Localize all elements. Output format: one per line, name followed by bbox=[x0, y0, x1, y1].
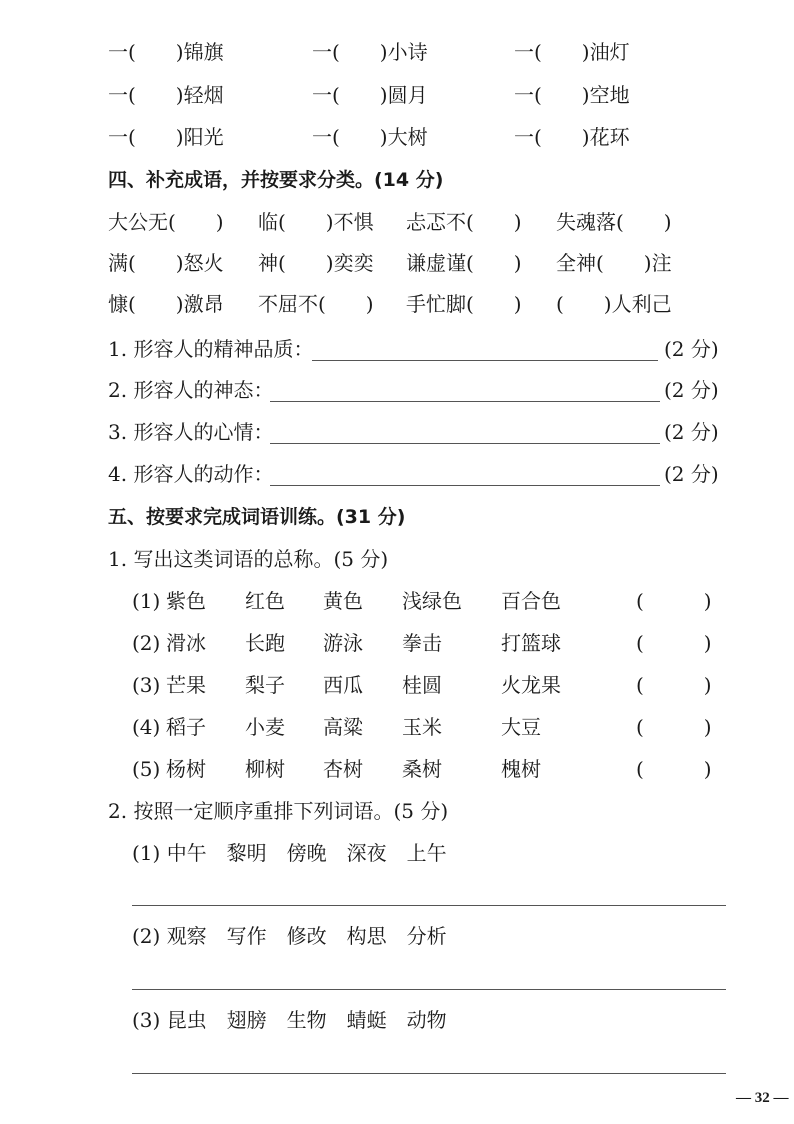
idiom-item: 不屈不( ) bbox=[258, 292, 374, 316]
measure-word-item: 一( )小诗 bbox=[312, 40, 428, 64]
row-number: (1) bbox=[132, 589, 161, 613]
question-label: 1. 形容人的精神品质： bbox=[108, 337, 314, 361]
row-number: (4) bbox=[132, 715, 161, 739]
idiom-item: 大公无( ) bbox=[108, 210, 224, 234]
word: 西瓜 bbox=[323, 673, 363, 697]
word: 高粱 bbox=[323, 715, 363, 739]
idiom-item: 失魂落( ) bbox=[556, 210, 672, 234]
question-score: (2 分) bbox=[664, 378, 719, 402]
idiom-item: 满( )怒火 bbox=[108, 251, 224, 275]
word: 百合色 bbox=[501, 589, 561, 613]
idiom-item: 谦虚谨( ) bbox=[406, 251, 522, 275]
measure-word-item: 一( )圆月 bbox=[312, 83, 428, 107]
idiom-item: ( )人利己 bbox=[556, 292, 672, 316]
measure-word-item: 一( )阳光 bbox=[108, 125, 224, 149]
word: 红色 bbox=[245, 589, 285, 613]
word: 桂圆 bbox=[402, 673, 442, 697]
section5-title: 五、按要求完成词语训练。(31 分) bbox=[108, 506, 406, 528]
idiom-item: 忐忑不( ) bbox=[406, 210, 522, 234]
answer-blank[interactable]: ( ) bbox=[636, 715, 712, 739]
word: 稻子 bbox=[166, 715, 206, 739]
word: 滑冰 bbox=[166, 631, 206, 655]
answer-blank[interactable]: ( ) bbox=[636, 589, 712, 613]
word: 桑树 bbox=[402, 757, 442, 781]
row-number: (3) bbox=[132, 673, 161, 697]
answer-blank[interactable]: ( ) bbox=[636, 673, 712, 697]
word: 浅绿色 bbox=[402, 589, 462, 613]
word: 杏树 bbox=[323, 757, 363, 781]
question-label: 4. 形容人的动作： bbox=[108, 462, 274, 486]
question-label: 3. 形容人的心情： bbox=[108, 420, 274, 444]
idiom-item: 全神( )注 bbox=[556, 251, 672, 275]
measure-word-item: 一( )油灯 bbox=[514, 40, 630, 64]
reorder-words: (2) 观察 写作 修改 构思 分析 bbox=[132, 924, 447, 948]
row-number: (2) bbox=[132, 631, 161, 655]
measure-word-item: 一( )花环 bbox=[514, 125, 630, 149]
measure-word-item: 一( )空地 bbox=[514, 83, 630, 107]
reorder-words: (3) 昆虫 翅膀 生物 蜻蜓 动物 bbox=[132, 1008, 447, 1032]
q1-title: 1. 写出这类词语的总称。(5 分) bbox=[108, 547, 389, 571]
word: 打篮球 bbox=[501, 631, 561, 655]
word: 槐树 bbox=[501, 757, 541, 781]
question-label: 2. 形容人的神态： bbox=[108, 378, 274, 402]
reorder-words: (1) 中午 黎明 傍晚 深夜 上午 bbox=[132, 841, 447, 865]
answer-line[interactable] bbox=[132, 1073, 726, 1074]
question-score: (2 分) bbox=[664, 420, 719, 444]
answer-blank[interactable]: ( ) bbox=[636, 757, 712, 781]
answer-line[interactable] bbox=[132, 989, 726, 990]
answer-blank[interactable]: ( ) bbox=[636, 631, 712, 655]
answer-line[interactable] bbox=[270, 485, 660, 486]
word: 游泳 bbox=[323, 631, 363, 655]
word: 柳树 bbox=[245, 757, 285, 781]
q2-title: 2. 按照一定顺序重排下列词语。(5 分) bbox=[108, 799, 449, 823]
word: 长跑 bbox=[245, 631, 285, 655]
idiom-item: 临( )不惧 bbox=[258, 210, 374, 234]
measure-word-item: 一( )轻烟 bbox=[108, 83, 224, 107]
word: 紫色 bbox=[166, 589, 206, 613]
word: 小麦 bbox=[245, 715, 285, 739]
word: 火龙果 bbox=[501, 673, 561, 697]
measure-word-item: 一( )大树 bbox=[312, 125, 428, 149]
answer-line[interactable] bbox=[132, 905, 726, 906]
idiom-item: 手忙脚( ) bbox=[406, 292, 522, 316]
idiom-item: 慷( )激昂 bbox=[108, 292, 224, 316]
word: 芒果 bbox=[166, 673, 206, 697]
word: 梨子 bbox=[245, 673, 285, 697]
word: 大豆 bbox=[501, 715, 541, 739]
word: 拳击 bbox=[402, 631, 442, 655]
answer-line[interactable] bbox=[270, 401, 660, 402]
word: 黄色 bbox=[323, 589, 363, 613]
measure-word-item: 一( )锦旗 bbox=[108, 40, 224, 64]
section4-title: 四、补充成语，并按要求分类。(14 分) bbox=[108, 169, 444, 191]
idiom-item: 神( )奕奕 bbox=[258, 251, 374, 275]
word: 杨树 bbox=[166, 757, 206, 781]
question-score: (2 分) bbox=[664, 462, 719, 486]
answer-line[interactable] bbox=[312, 360, 658, 361]
page-number: — 32 — bbox=[736, 1090, 789, 1106]
question-score: (2 分) bbox=[664, 337, 719, 361]
word: 玉米 bbox=[402, 715, 442, 739]
row-number: (5) bbox=[132, 757, 161, 781]
answer-line[interactable] bbox=[270, 443, 660, 444]
